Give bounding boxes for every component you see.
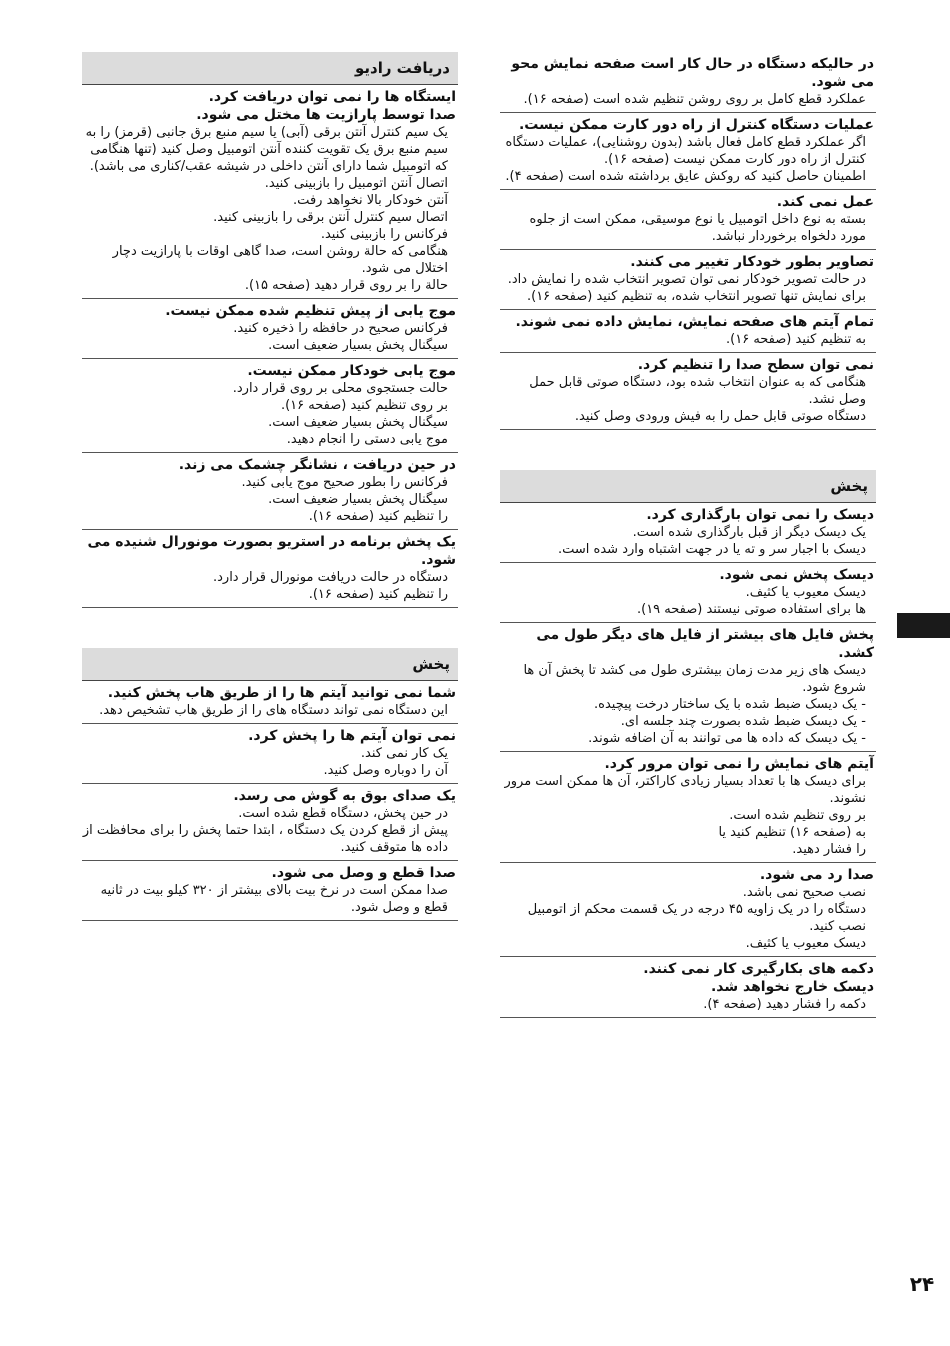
- item-text: سیگنال پخش بسیار ضعیف است.: [268, 492, 448, 507]
- item-title: پخش فایل های بیشتر از فایل های دیگر طول می کشد.: [536, 627, 874, 661]
- trouble-item: [82, 861, 458, 921]
- trouble-item: [500, 563, 876, 623]
- item-text: اتصال آنتن اتومبیل را بازبینی کنید.: [264, 176, 448, 191]
- trouble-item: [500, 113, 876, 190]
- item-text: بر روی تنظیم کنید (صفحه ۱۶).: [280, 398, 448, 413]
- item-title: دیسک خارج نخواهد شد.: [710, 979, 874, 995]
- page-number: ۲۴: [909, 1272, 935, 1296]
- item-title: عملیات دستگاه کنترل از راه دور کارت ممکن نیست.: [518, 117, 874, 133]
- item-text: یک کار نمی کند.: [360, 746, 448, 761]
- playback-section: [500, 503, 876, 1018]
- section-header-playback: پخش: [82, 648, 458, 681]
- item-title: تصاویر بطور خودکار تغییر می کنند.: [630, 254, 874, 270]
- item-text: آنتن خودکار بالا نخواهد رفت.: [293, 193, 448, 208]
- item-title: یک صدای بوق به گوش می رسد.: [233, 788, 456, 804]
- item-text: را تنظیم کنید (صفحه ۱۶).: [308, 509, 448, 524]
- item-text: بسته به نوع داخل اتومبیل یا نوع موسیقی، ممکن است از جلوه مورد دلخواه برخوردار نباشد.: [529, 212, 866, 244]
- item-text: یک دیسک دیگر از قبل بارگذاری شده است.: [632, 525, 866, 540]
- section-tab-marker: [897, 613, 950, 638]
- trouble-item: [82, 299, 458, 359]
- section-header-playback: پخش: [500, 470, 876, 503]
- trouble-item: [82, 453, 458, 530]
- item-text: نصب صحیح نمی باشد.: [742, 885, 866, 900]
- trouble-item: [500, 190, 876, 250]
- item-text: دکمه را فشار دهید (صفحه ۴).: [703, 997, 866, 1012]
- trouble-item: [500, 957, 876, 1018]
- item-title: در حین دریافت ، نشانگر چشمک می زند.: [178, 457, 456, 473]
- item-title: دیسک پخش نمی شود.: [719, 567, 874, 583]
- item-text: فرکانس صحیح در حافظه را ذخیره کنید.: [233, 321, 448, 336]
- radio-section: [82, 85, 458, 608]
- item-title: دکمه های بکارگیری کار نمی کنند.: [643, 961, 874, 977]
- item-text: عملکرد قطع کامل بر روی روشن تنظیم شده است (صفحه ۱۶).: [523, 92, 866, 107]
- item-title: ایستگاه ها را نمی توان دریافت کرد.: [208, 89, 456, 105]
- item-title: موج یابی خودکار ممکن نیست.: [247, 363, 456, 379]
- trouble-item: [500, 863, 876, 957]
- item-text: برای دیسک ها با تعداد بسیار زیادی کاراکتر، آن ها ممکن است مرور نشوند.: [504, 774, 866, 806]
- item-text: فرکانس را بازبینی کنید.: [320, 227, 448, 242]
- item-text: صدا ممکن است در نرخ بیت بالای بیشتر از ۳۲۰ کیلو بیت در ثانیه قطع و وصل شود.: [100, 883, 448, 915]
- trouble-item: [82, 681, 458, 724]
- item-text: - یک دیسک که داده ها می توانند به آن اضافه شوند.: [588, 731, 866, 746]
- trouble-item: [500, 250, 876, 310]
- item-title: موج یابی از پیش تنظیم شده ممکن نیست.: [165, 303, 456, 319]
- item-text: موج یابی دستی را انجام دهید.: [286, 432, 448, 447]
- item-text: برای نمایش تنها تصویر انتخاب شده، به تنظیم کنید (صفحه ۱۶).: [526, 289, 866, 304]
- item-text: این دستگاه نمی تواند دستگاه های را از طریق هاب تشخیص دهد.: [99, 703, 448, 718]
- item-title: صدا توسط پارازیت ها مختل می شود.: [196, 107, 456, 123]
- troubleshoot-section: [500, 52, 876, 430]
- item-text: آن را دوباره وصل کنید.: [323, 763, 448, 778]
- item-text: به (صفحه ۱۶) تنظیم کنید یا: [718, 825, 866, 840]
- item-text: پیش از قطع کردن یک دستگاه ، ابتدا حتما پخش را برای محافظت از داده ها متوقف کنید.: [82, 823, 448, 855]
- item-text: در حین پخش، دستگاه قطع شده است.: [238, 806, 448, 821]
- right-column: [500, 52, 876, 1018]
- item-text: بر روی تنظیم شده است.: [729, 808, 866, 823]
- trouble-item: [82, 85, 458, 299]
- item-text: اگر عملکرد قطع کامل فعال باشد (بدون روشنایی)، عملیات دستگاه کنترل از راه دور کارت ممکن نیست (صفحه ۱۶).: [505, 135, 866, 167]
- item-title: در حالیکه دستگاه در حال کار است صفحه نمایش محو می شود.: [511, 56, 874, 90]
- item-text: یک سیم کنترل آنتن برقی (آبی) یا سیم منبع برق جانبی (قرمز) را به سیم منبع برق یک تقویت کننده آنتن اتومبیل وصل کنید (تنها هنگامی که اتومبیل شما دارای آنتن داخلی در شیشه عقب/کناری می باشد).: [85, 125, 448, 174]
- item-title: تمام آیتم های صفحه نمایش، نمایش داده نمی شوند.: [515, 314, 874, 330]
- item-text: دیسک معیوب یا کثیف.: [745, 585, 866, 600]
- item-text: - یک دیسک ضبط شده بصورت چند جلسه ای.: [620, 714, 866, 729]
- item-title: صدا رد می شود.: [759, 867, 874, 883]
- item-text: را فشار دهید.: [792, 842, 866, 857]
- item-text: ها برای استفاده صوتی نیستند (صفحه ۱۹).: [636, 602, 866, 617]
- item-title: صدا قطع و وصل می شود.: [271, 865, 456, 881]
- item-text: در حالت تصویر خودکار نمی توان تصویر انتخاب شده را نمایش داد.: [507, 272, 866, 287]
- item-text: هنگامی که به عنوان انتخاب شده بود، دستگاه صوتی قابل حمل وصل نشد.: [529, 375, 866, 407]
- item-text: را تنظیم کنید (صفحه ۱۶).: [308, 587, 448, 602]
- item-text: دیسک معیوب یا کثیف.: [745, 936, 866, 951]
- item-text: هنگامی که حالة روشن است، صدا گاهی اوقات با پارازیت دچار اختلال می شود.: [112, 244, 448, 276]
- playback-section: [82, 681, 458, 921]
- section-header-radio: دریافت رادیو: [82, 52, 458, 85]
- item-text: دستگاه صوتی قابل حمل را به فیش ورودی وصل کنید.: [574, 409, 866, 424]
- item-text: به تنظیم کنید (صفحه ۱۶).: [726, 332, 866, 347]
- item-text: حالت جستجوی محلی بر روی قرار دارد.: [232, 381, 448, 396]
- item-text: دستگاه در حالت دریافت مونورال قرار دارد.: [213, 570, 448, 585]
- trouble-item: [500, 353, 876, 430]
- item-title: نمی توان سطح صدا را تنظیم کرد.: [637, 357, 874, 373]
- trouble-item: [82, 530, 458, 608]
- trouble-item: [500, 752, 876, 863]
- item-title: شما نمی توانید آیتم ها را از طریق هاب پخش کنید.: [107, 685, 456, 701]
- item-title: یک پخش برنامه در استریو بصورت مونورال شنیده می شود.: [87, 534, 456, 568]
- item-text: اطمینان حاصل کنید که روکش عایق برداشته شده است (صفحه ۴).: [505, 169, 866, 184]
- trouble-item: [500, 310, 876, 353]
- item-text: اتصال سیم کنترل آنتن برقی را بازبینی کنید.: [213, 210, 448, 225]
- item-title: دیسک را نمی توان بارگذاری کرد.: [646, 507, 874, 523]
- trouble-item: [82, 724, 458, 784]
- item-title: آیتم های نمایش را نمی توان مرور کرد.: [604, 756, 874, 772]
- left-column: [82, 52, 458, 921]
- trouble-item: [82, 784, 458, 861]
- item-title: نمی توان آیتم ها را پخش کرد.: [248, 728, 456, 744]
- item-text: فرکانس را بطور صحیح موج یابی کنید.: [241, 475, 448, 490]
- item-text: سیگنال پخش بسیار ضعیف است.: [268, 415, 448, 430]
- item-title: عمل نمی کند.: [776, 194, 874, 210]
- item-text: دیسک با اجبار سر و ته یا در جهت اشتباه وارد شده است.: [558, 542, 866, 557]
- trouble-item: [500, 623, 876, 752]
- item-text: دیسک های زیر مدت زمان بیشتری طول می کشد تا پخش آن ها شروع شود.: [523, 663, 866, 695]
- item-text: - یک دیسک ضبط شده با یک ساختار درخت پیچیده.: [594, 697, 866, 712]
- trouble-item: [82, 359, 458, 453]
- item-text: سیگنال پخش بسیار ضعیف است.: [268, 338, 448, 353]
- item-text: دستگاه را در یک زاویه ۴۵ درجه در یک قسمت محکم از اتومبیل نصب کنید.: [527, 902, 866, 934]
- trouble-item: [500, 52, 876, 113]
- item-text: حالة را بر روی قرار دهید (صفحه ۱۵).: [244, 278, 448, 293]
- trouble-item: [500, 503, 876, 563]
